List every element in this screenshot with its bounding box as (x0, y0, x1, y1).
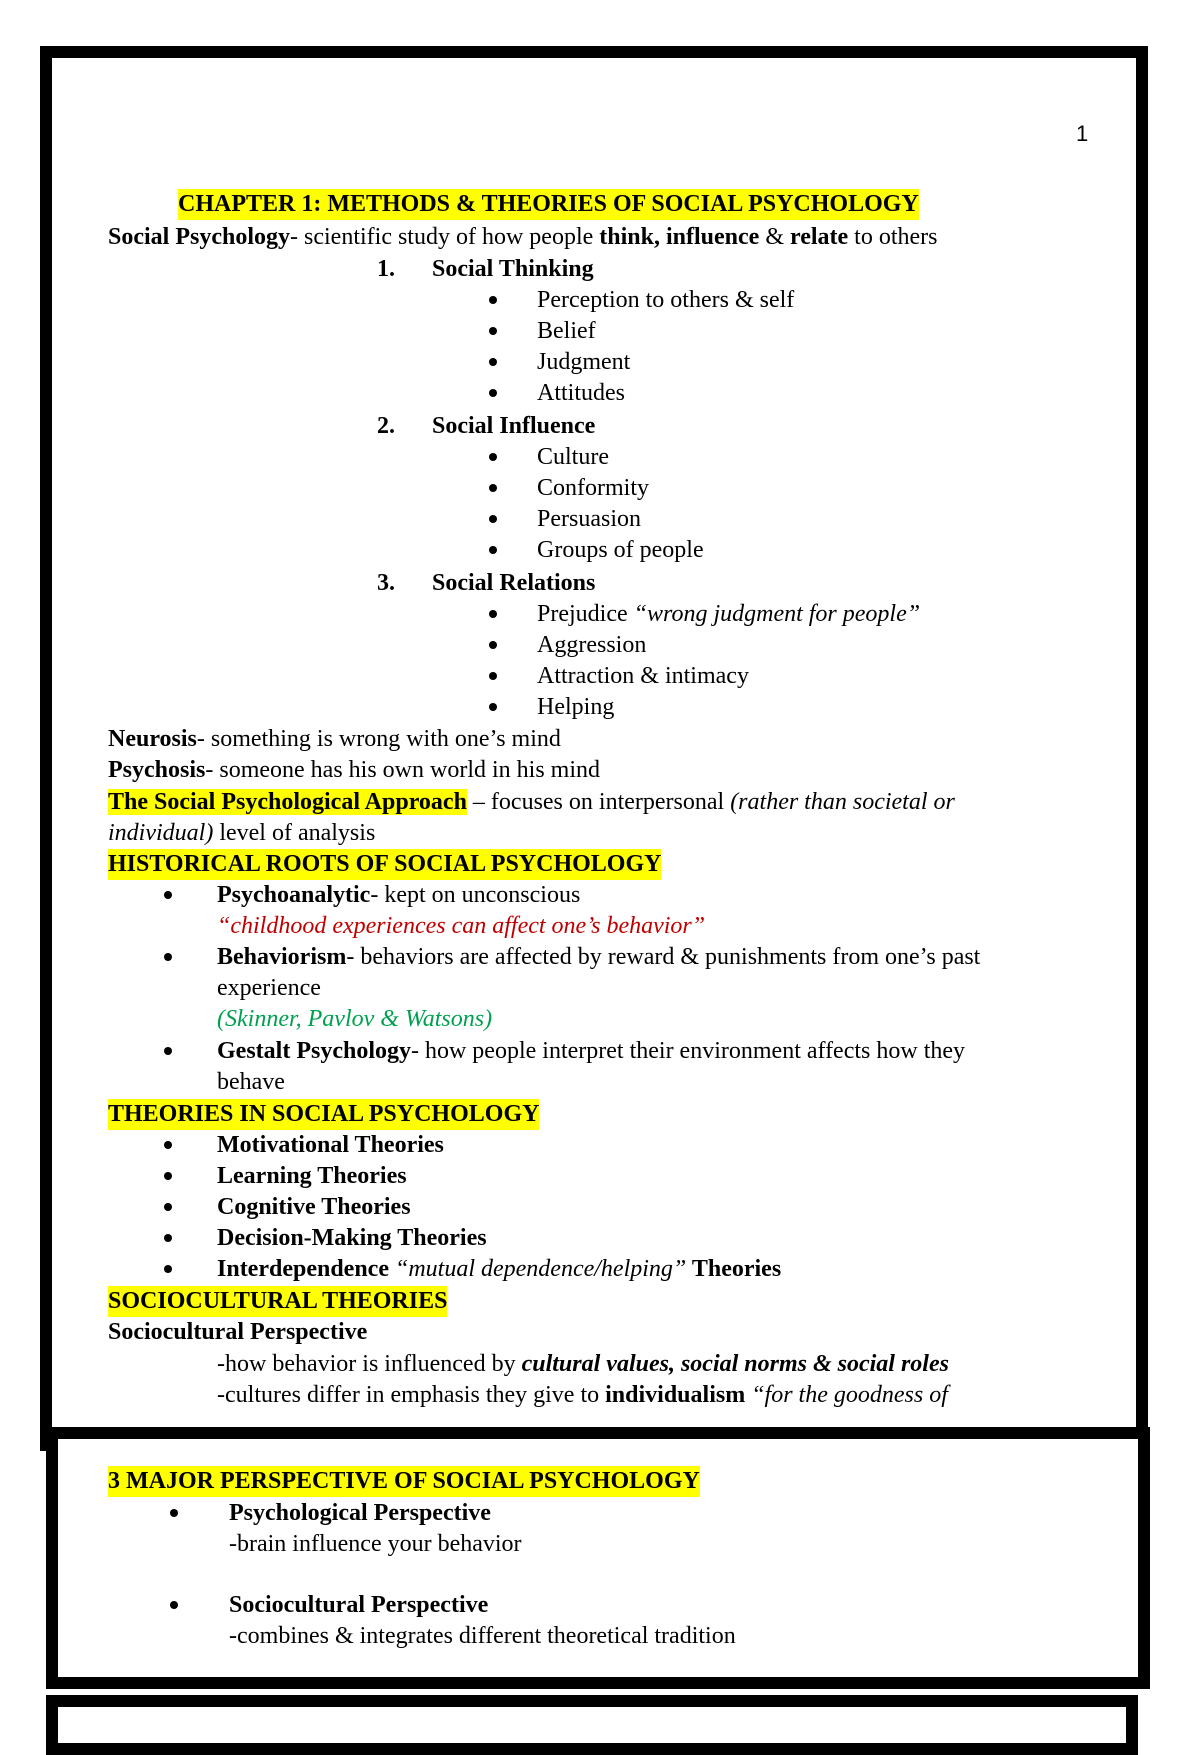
sociocultural-line-1-text: -how behavior is influenced by (217, 1351, 522, 1377)
outline-heading: Social Thinking (432, 256, 594, 282)
page-number: 1 (1076, 121, 1089, 146)
psychoanalytic-quote: “childhood experiences can affect one’s behavior” (217, 913, 706, 939)
list-item: Attitudes (537, 380, 625, 406)
list-item: Aggression (537, 632, 647, 658)
approach-definition (108, 787, 955, 818)
sociocultural-line-2 (217, 1380, 948, 1411)
outline-heading: Social Influence (432, 413, 596, 439)
outline-heading: Social Relations (432, 570, 596, 596)
approach-text-cont: level of analysis (213, 820, 376, 846)
bullet-icon (489, 703, 497, 711)
psychosis-definition (108, 755, 600, 786)
page-frame-2 (46, 1427, 1150, 1689)
bullet-icon (489, 389, 497, 397)
list-item: Perception to others & self (537, 287, 795, 313)
list-item: Persuasion (537, 506, 641, 532)
list-item: Attraction & intimacy (537, 663, 749, 689)
list-item: Groups of people (537, 537, 704, 563)
bullet-icon (489, 453, 497, 461)
definition-text: - scientific study of how people (290, 224, 600, 250)
bullet-icon (489, 610, 497, 618)
section-heading-historical: HISTORICAL ROOTS OF SOCIAL PSYCHOLOGY (108, 849, 661, 880)
theory-item: Learning Theories (217, 1163, 407, 1189)
outline-number: 2. (377, 413, 395, 439)
bullet-icon (170, 1509, 178, 1517)
behaviorism-names: (Skinner, Pavlov & Watsons) (217, 1006, 493, 1032)
page-frame-3 (46, 1695, 1138, 1755)
list-item: Belief (537, 318, 596, 344)
bullet-icon (489, 546, 497, 554)
approach-definition-cont (108, 818, 375, 849)
theory-item: Cognitive Theories (217, 1194, 411, 1220)
bullet-icon (164, 1141, 172, 1149)
behaviorism-text-cont: experience (217, 975, 321, 1001)
gestalt-text-cont: behave (217, 1069, 285, 1095)
neurosis-definition (108, 724, 561, 755)
interdependence-term: Interdependence (217, 1256, 395, 1282)
bullet-icon (164, 1203, 172, 1211)
gestalt-item (217, 1036, 965, 1067)
psychoanalytic-text: - kept on unconscious (370, 882, 581, 908)
bullet-icon (170, 1601, 178, 1609)
list-item: Conformity (537, 475, 649, 501)
list-item (537, 599, 920, 630)
perspective-text: -brain influence your behavior (229, 1531, 522, 1557)
sociocultural-line-1 (217, 1349, 949, 1380)
definition-and: & (759, 224, 790, 250)
chapter-title: CHAPTER 1: METHODS & THEORIES OF SOCIAL PSYCHOLOGY (178, 189, 919, 220)
neurosis-text: - something is wrong with one’s mind (196, 726, 561, 752)
psychoanalytic-item (217, 880, 580, 911)
list-item: Culture (537, 444, 609, 470)
section-heading-major: 3 MAJOR PERSPECTIVE OF SOCIAL PSYCHOLOGY (108, 1466, 700, 1497)
list-item: Helping (537, 694, 615, 720)
bullet-icon (164, 891, 172, 899)
list-item-text: Prejudice (537, 601, 634, 627)
psychoanalytic-term: Psychoanalytic (217, 882, 371, 908)
gestalt-text: - how people interpret their environment affects how they (410, 1038, 966, 1064)
prejudice-note: “wrong judgment for people” (633, 601, 921, 627)
definition-end: to others (848, 224, 938, 250)
bullet-icon (164, 953, 172, 961)
sociocultural-line-1-bold: cultural values, social norms & social roles (521, 1351, 949, 1377)
theory-item: Decision-Making Theories (217, 1225, 487, 1251)
bullet-icon (489, 672, 497, 680)
section-heading-sociocultural: SOCIOCULTURAL THEORIES (108, 1286, 447, 1317)
bullet-icon (489, 296, 497, 304)
bullet-icon (164, 1234, 172, 1242)
behaviorism-text: - behaviors are affected by reward & punishments from one’s past (346, 944, 981, 970)
psychosis-text: - someone has his own world in his mind (205, 757, 600, 783)
approach-italic: (rather than societal or (730, 789, 955, 815)
behaviorism-item (217, 942, 980, 973)
sociocultural-line-2-text: -cultures differ in emphasis they give to (217, 1382, 606, 1408)
social-psychology-definition (108, 222, 938, 253)
behaviorism-term: Behaviorism (217, 944, 347, 970)
approach-term: The Social Psychological Approach (108, 789, 467, 815)
gestalt-term: Gestalt Psychology (217, 1038, 411, 1064)
bullet-icon (489, 484, 497, 492)
perspective-text: -combines & integrates different theoretical tradition (229, 1623, 736, 1649)
definition-bold-think: think, influence (599, 224, 760, 250)
neurosis-term: Neurosis (108, 726, 197, 752)
sociocultural-line-2-bold: individualism (605, 1382, 746, 1408)
list-item: Judgment (537, 349, 631, 375)
psychosis-term: Psychosis (108, 757, 206, 783)
interdependence-suffix: Theories (686, 1256, 782, 1282)
outline-number: 3. (377, 570, 395, 596)
interdependence-quote: “mutual dependence/helping” (394, 1256, 687, 1282)
approach-italic-cont: individual) (108, 820, 214, 846)
bullet-icon (164, 1265, 172, 1273)
bullet-icon (164, 1172, 172, 1180)
section-heading-theories: THEORIES IN SOCIAL PSYCHOLOGY (108, 1099, 539, 1130)
theory-item-interdependence (217, 1254, 781, 1285)
perspective-title: Psychological Perspective (229, 1500, 491, 1526)
sociocultural-perspective-label: Sociocultural Perspective (108, 1319, 368, 1345)
outline-number: 1. (377, 256, 395, 282)
bullet-icon (489, 358, 497, 366)
bullet-icon (489, 327, 497, 335)
definition-bold-relate: relate (789, 224, 849, 250)
bullet-icon (164, 1047, 172, 1055)
bullet-icon (489, 515, 497, 523)
sociocultural-line-2-quote: “for the goodness of (745, 1382, 948, 1408)
bullet-icon (489, 641, 497, 649)
definition-term: Social Psychology (108, 224, 291, 250)
theory-item: Motivational Theories (217, 1132, 444, 1158)
perspective-title: Sociocultural Perspective (229, 1592, 489, 1618)
approach-text: – focuses on interpersonal (466, 789, 731, 815)
